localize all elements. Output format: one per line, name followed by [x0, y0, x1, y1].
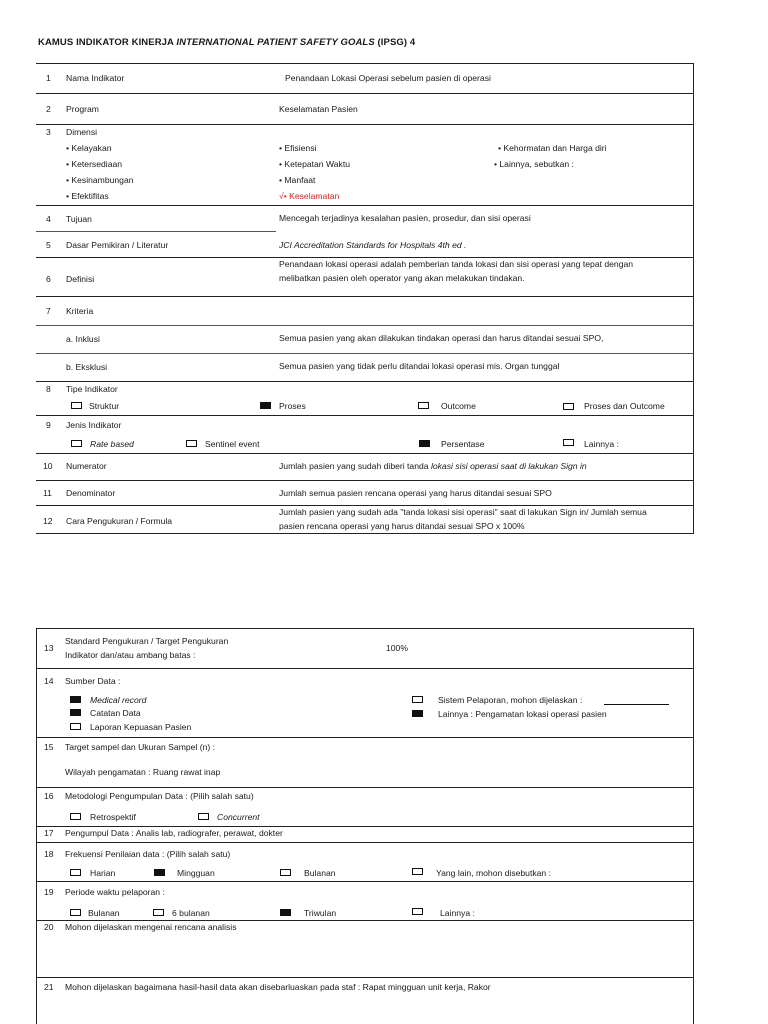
- row-label: Tujuan: [66, 214, 92, 224]
- option-label: Medical record: [90, 695, 147, 705]
- option-label: Yang lain, mohon disebutkan :: [436, 868, 551, 878]
- option-label: Mingguan: [177, 868, 215, 878]
- checkbox-bulanan[interactable]: [70, 909, 81, 916]
- checkbox-concurrent[interactable]: [198, 813, 209, 820]
- row-label: Kriteria: [66, 306, 94, 316]
- option-label: Persentase: [441, 439, 485, 449]
- dimension-item: • Kehormatan dan Harga diri: [498, 143, 607, 153]
- checkbox-lainnya[interactable]: [563, 439, 574, 446]
- checkbox-sistem-pelaporan[interactable]: [412, 696, 423, 703]
- row-value: 100%: [386, 643, 408, 653]
- row-label: Program: [66, 104, 99, 114]
- row-number: 6: [46, 274, 51, 284]
- row-value: Wilayah pengamatan : Ruang rawat inap: [65, 767, 221, 777]
- row-number: 16: [44, 791, 54, 801]
- row-value: Penandaan Lokasi Operasi sebelum pasien di operasi: [285, 73, 491, 83]
- checkbox-retrospektif[interactable]: [70, 813, 81, 820]
- option-label: Triwulan: [304, 908, 337, 918]
- fill-in-line[interactable]: [604, 704, 669, 705]
- row-number: 14: [44, 676, 54, 686]
- row-value: Mencegah terjadinya kesalahan pasien, prosedur, dan sisi operasi: [279, 213, 531, 223]
- checkbox-medical-record-checked[interactable]: [70, 696, 81, 703]
- option-label: 6 bulanan: [172, 908, 210, 918]
- row-label: Mohon dijelaskan mengenai rencana analisis: [65, 922, 237, 932]
- option-label: Sentinel event: [205, 439, 260, 449]
- row-value: Semua pasien yang tidak perlu ditandai lokasi operasi mis. Organ tunggal: [279, 361, 560, 371]
- checkbox-persentase-checked[interactable]: [419, 440, 430, 447]
- row-label: Cara Pengukuran / Formula: [66, 516, 173, 526]
- checkbox-harian[interactable]: [70, 869, 81, 876]
- dimension-item: • Kelayakan: [66, 143, 112, 153]
- checkbox-6-bulanan[interactable]: [153, 909, 164, 916]
- row-label: Jenis Indikator: [66, 420, 122, 430]
- row-number: 15: [44, 742, 54, 752]
- checkbox-outcome[interactable]: [418, 402, 429, 409]
- checkbox-proses-dan-outcome[interactable]: [563, 403, 574, 410]
- row-label: Definisi: [66, 274, 95, 284]
- row-label: Numerator: [66, 461, 107, 471]
- row-label-line2: Indikator dan/atau ambang batas :: [65, 650, 196, 660]
- option-label: Struktur: [89, 401, 120, 411]
- option-label: Bulanan: [88, 908, 120, 918]
- option-label: Laporan Kepuasan Pasien: [90, 722, 192, 732]
- checkbox-lainnya-checked[interactable]: [412, 710, 423, 717]
- row-label: Target sampel dan Ukuran Sampel (n) :: [65, 742, 215, 752]
- dimension-item: • Ketepatan Waktu: [279, 159, 351, 169]
- option-label: Outcome: [441, 401, 476, 411]
- row-label: Mohon dijelaskan bagaimana hasil-hasil data akan disebarluaskan pada staf : Rapat mingguan unit kerja, Rakor: [65, 982, 491, 992]
- row-number: 18: [44, 849, 54, 859]
- row-value-line1: Jumlah pasien yang sudah ada "tanda lokasi sisi operasi" saat di lakukan Sign in/ Jumlah semua: [279, 507, 647, 517]
- option-label: Rate based: [90, 439, 134, 449]
- row-value-line2: melibatkan pasien oleh operator yang akan melakukan tindakan.: [279, 273, 525, 283]
- row-number: 3: [46, 127, 51, 137]
- option-label: Sistem Pelaporan, mohon dijelaskan :: [438, 695, 583, 705]
- row-label: Pengumpul Data : Analis lab, radiografer, perawat, dokter: [65, 828, 283, 838]
- option-label: Lainnya :: [440, 908, 475, 918]
- checkbox-sentinel-event[interactable]: [186, 440, 197, 447]
- document-title: KAMUS INDIKATOR KINERJA INTERNATIONAL PATIENT SAFETY GOALS (IPSG) 4: [38, 37, 416, 48]
- row-label: Sumber Data :: [65, 676, 121, 686]
- row-number: 21: [44, 982, 54, 992]
- row-value: Semua pasien yang akan dilakukan tindakan operasi dan harus ditandai sesuai SPO,: [279, 333, 604, 343]
- option-label: Bulanan: [304, 868, 336, 878]
- dimension-item-checked: √• Keselamatan: [279, 191, 340, 201]
- row-label: Nama Indikator: [66, 73, 125, 83]
- row-number: 11: [43, 488, 52, 498]
- row-label: Metodologi Pengumpulan Data : (Pilih salah satu): [65, 791, 254, 801]
- row-number: 4: [46, 214, 51, 224]
- checkbox-lainnya[interactable]: [412, 908, 423, 915]
- checkbox-triwulan-checked[interactable]: [280, 909, 291, 916]
- checkbox-yang-lain[interactable]: [412, 868, 423, 875]
- row-label: b. Eksklusi: [66, 362, 108, 372]
- dimension-item: • Lainnya, sebutkan :: [494, 159, 574, 169]
- option-label: Lainnya :: [584, 439, 619, 449]
- checkbox-catatan-data-checked[interactable]: [70, 709, 81, 716]
- row-value-line1: Penandaan lokasi operasi adalah pemberian tanda lokasi dan sisi operasi yang tepat dengan: [279, 259, 634, 269]
- row-number: 19: [44, 887, 54, 897]
- dimension-item: • Kesinambungan: [66, 175, 134, 185]
- option-label: Proses dan Outcome: [584, 401, 665, 411]
- option-label: Catatan Data: [90, 708, 141, 718]
- row-number: 10: [43, 461, 53, 471]
- checkbox-proses-checked[interactable]: [260, 402, 271, 409]
- checkbox-mingguan-checked[interactable]: [154, 869, 165, 876]
- row-label: Denominator: [66, 488, 116, 498]
- row-number: 17: [44, 828, 54, 838]
- row-number: 8: [46, 384, 51, 394]
- dimension-item: • Ketersediaan: [66, 159, 123, 169]
- row-label: Frekuensi Penilaian data : (Pilih salah satu): [65, 849, 231, 859]
- option-label: Proses: [279, 401, 306, 411]
- option-label: Harian: [90, 868, 116, 878]
- row-label-line1: Standard Pengukuran / Target Pengukuran: [65, 636, 229, 646]
- row-value: Jumlah semua pasien rencana operasi yang harus ditandai sesuai SPO: [279, 488, 552, 498]
- dimension-item: • Manfaat: [279, 175, 316, 185]
- row-number: 5: [46, 240, 51, 250]
- row-value: JCI Accreditation Standards for Hospitals 4th ed .: [279, 240, 467, 250]
- checkbox-laporan-kepuasan[interactable]: [70, 723, 81, 730]
- row-number: 2: [46, 104, 51, 114]
- row-number: 1: [46, 73, 51, 83]
- dimension-item: • Efisiensi: [279, 143, 317, 153]
- row-label: a. Inklusi: [66, 334, 100, 344]
- row-number: 13: [44, 643, 54, 653]
- option-label: Lainnya : Pengamatan lokasi operasi pasien: [438, 709, 607, 719]
- dimension-item: • Efektifitas: [66, 191, 109, 201]
- row-label: Dasar Pemikiran / Literatur: [66, 240, 169, 250]
- checkbox-struktur[interactable]: [71, 402, 82, 409]
- row-value-line2: pasien rencana operasi yang harus ditandai sesuai SPO x 100%: [279, 521, 525, 531]
- row-value: Keselamatan Pasien: [279, 104, 358, 114]
- row-number: 7: [46, 306, 51, 316]
- row-label: Periode waktu pelaporan :: [65, 887, 165, 897]
- row-label: Dimensi: [66, 127, 98, 137]
- option-label: Retrospektif: [90, 812, 136, 822]
- checkbox-rate-based[interactable]: [71, 440, 82, 447]
- checkbox-bulanan[interactable]: [280, 869, 291, 876]
- option-label: Concurrent: [217, 812, 260, 822]
- row-number: 9: [46, 420, 51, 430]
- row-value: Jumlah pasien yang sudah diberi tanda lokasi sisi operasi saat di lakukan Sign in: [279, 461, 587, 471]
- row-number: 20: [44, 922, 54, 932]
- row-number: 12: [43, 516, 53, 526]
- row-label: Tipe Indikator: [66, 384, 118, 394]
